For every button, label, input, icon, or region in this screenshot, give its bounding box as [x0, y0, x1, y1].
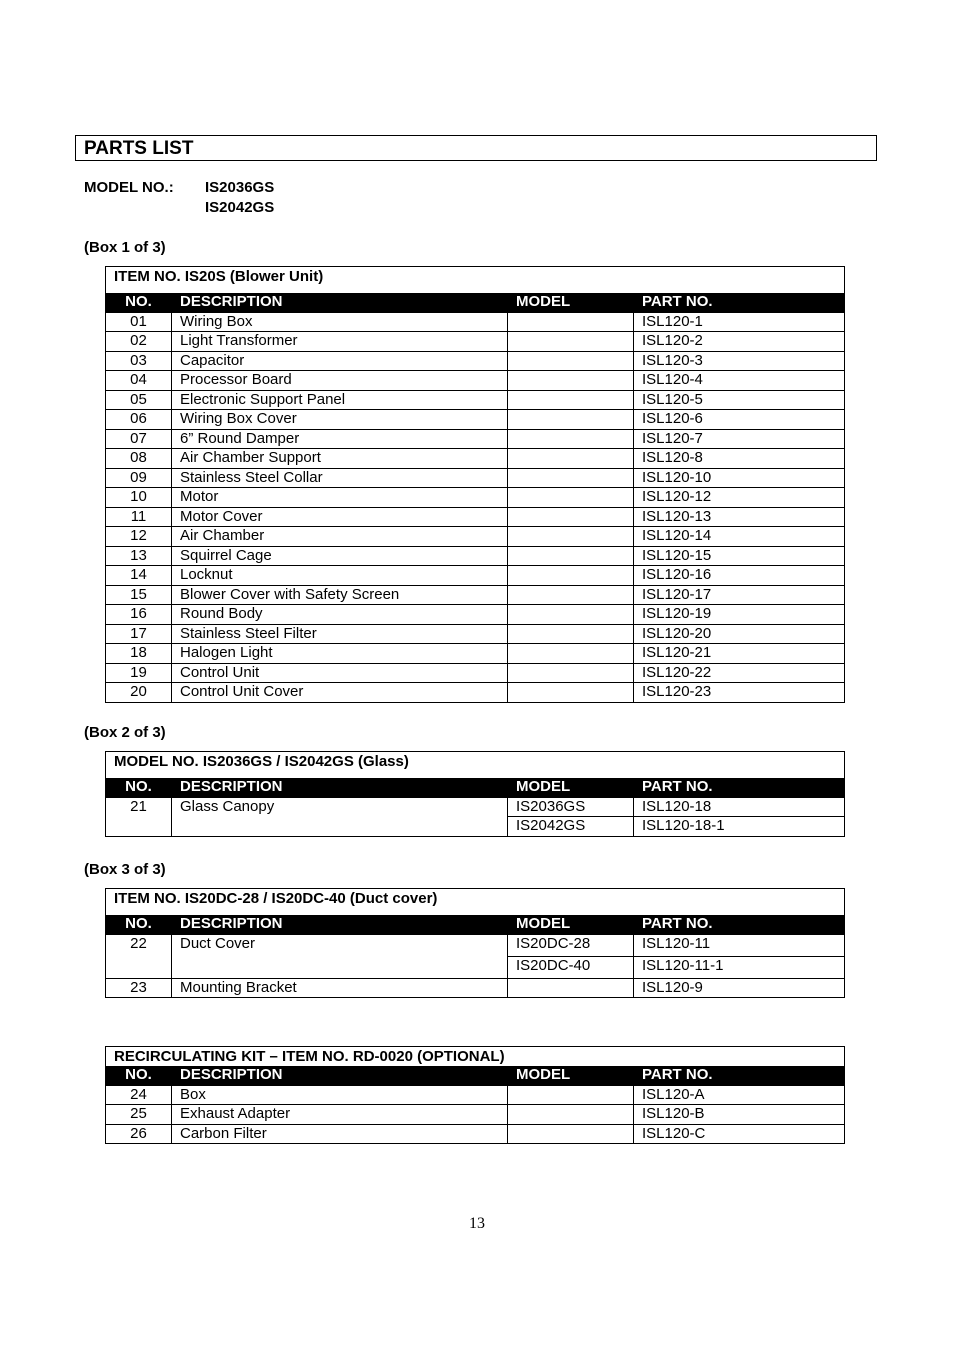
- column-header-model: MODEL: [508, 778, 634, 797]
- column-header-description: DESCRIPTION: [172, 915, 508, 934]
- cell-description: Carbon Filter: [172, 1124, 508, 1144]
- cell-part-no: ISL120-10: [634, 468, 845, 488]
- cell-description: Glass Canopy: [172, 797, 508, 836]
- cell-description: 6” Round Damper: [172, 429, 508, 449]
- cell-part-no: ISL120-19: [634, 605, 845, 625]
- cell-no: 22: [106, 934, 172, 978]
- cell-description: Control Unit Cover: [172, 683, 508, 703]
- cell-part-no: ISL120-1: [634, 312, 845, 332]
- cell-no: 04: [106, 371, 172, 391]
- cell-part-no: ISL120-2: [634, 332, 845, 352]
- table-caption: ITEM NO. IS20DC-28 / IS20DC-40 (Duct cover): [106, 889, 845, 916]
- cell-model: [508, 978, 634, 998]
- cell-part-no: ISL120-3: [634, 351, 845, 371]
- page-number: 13: [469, 1215, 485, 1232]
- cell-no: 20: [106, 683, 172, 703]
- table-row: [106, 663, 845, 683]
- cell-model: [508, 332, 634, 352]
- table-row: [106, 390, 845, 410]
- cell-description: Control Unit: [172, 663, 508, 683]
- cell-no: 12: [106, 527, 172, 547]
- page-title: PARTS LIST: [84, 138, 194, 159]
- cell-part-no: ISL120-17: [634, 585, 845, 605]
- cell-model: [508, 1105, 634, 1125]
- cell-no: 09: [106, 468, 172, 488]
- cell-description: Motor: [172, 488, 508, 508]
- cell-model: [508, 683, 634, 703]
- cell-no: 14: [106, 566, 172, 586]
- cell-description: Squirrel Cage: [172, 546, 508, 566]
- cell-description: Mounting Bracket: [172, 978, 508, 998]
- cell-description: Light Transformer: [172, 332, 508, 352]
- table-row: [106, 312, 845, 332]
- cell-description: Wiring Box Cover: [172, 410, 508, 430]
- cell-no: 19: [106, 663, 172, 683]
- column-header-description: DESCRIPTION: [172, 293, 508, 312]
- cell-part-no: ISL120-13: [634, 507, 845, 527]
- box-3-parts-table: [105, 888, 845, 998]
- cell-model: [508, 566, 634, 586]
- cell-part-no: ISL120-18-1: [634, 817, 845, 837]
- column-header-part-no: PART NO.: [634, 1066, 845, 1085]
- cell-model: IS2042GS: [508, 817, 634, 837]
- cell-part-no: ISL120-15: [634, 546, 845, 566]
- cell-model: IS2036GS: [508, 797, 634, 817]
- column-header-part-no: PART NO.: [634, 915, 845, 934]
- table-row: [106, 605, 845, 625]
- cell-part-no: ISL120-9: [634, 978, 845, 998]
- cell-no: 05: [106, 390, 172, 410]
- table-row: [106, 371, 845, 391]
- cell-part-no: ISL120-21: [634, 644, 845, 664]
- cell-model: [508, 312, 634, 332]
- cell-model: [508, 507, 634, 527]
- cell-part-no: ISL120-11: [634, 934, 845, 956]
- cell-description: Blower Cover with Safety Screen: [172, 585, 508, 605]
- cell-no: 26: [106, 1124, 172, 1144]
- model-number-label: MODEL NO.:: [84, 179, 174, 196]
- table-row: [106, 644, 845, 664]
- column-header-no: NO.: [106, 778, 172, 797]
- cell-no: 21: [106, 797, 172, 836]
- column-header-part-no: PART NO.: [634, 293, 845, 312]
- box-1-parts-table: [105, 266, 845, 703]
- cell-description: Stainless Steel Collar: [172, 468, 508, 488]
- cell-model: [508, 429, 634, 449]
- cell-no: 23: [106, 978, 172, 998]
- cell-no: 08: [106, 449, 172, 469]
- cell-no: 13: [106, 546, 172, 566]
- cell-description: Exhaust Adapter: [172, 1105, 508, 1125]
- cell-part-no: ISL120-23: [634, 683, 845, 703]
- cell-part-no: ISL120-A: [634, 1085, 845, 1105]
- column-header-model: MODEL: [508, 915, 634, 934]
- table-row: [106, 683, 845, 703]
- cell-no: 02: [106, 332, 172, 352]
- table-row: [106, 488, 845, 508]
- table-row: [106, 410, 845, 430]
- cell-no: 17: [106, 624, 172, 644]
- table-row: [106, 978, 845, 998]
- table-row: [106, 624, 845, 644]
- cell-part-no: ISL120-22: [634, 663, 845, 683]
- cell-part-no: ISL120-C: [634, 1124, 845, 1144]
- box-1-label: (Box 1 of 3): [84, 239, 166, 256]
- cell-part-no: ISL120-11-1: [634, 956, 845, 978]
- cell-part-no: ISL120-18: [634, 797, 845, 817]
- cell-part-no: ISL120-14: [634, 527, 845, 547]
- table-row: [106, 429, 845, 449]
- cell-model: [508, 527, 634, 547]
- cell-part-no: ISL120-12: [634, 488, 845, 508]
- cell-model: [508, 371, 634, 391]
- cell-part-no: ISL120-B: [634, 1105, 845, 1125]
- column-header-description: DESCRIPTION: [172, 1066, 508, 1085]
- cell-no: 11: [106, 507, 172, 527]
- column-header-model: MODEL: [508, 1066, 634, 1085]
- model-number-value-2: IS2042GS: [205, 199, 275, 216]
- table-row: [106, 797, 845, 817]
- column-header-part-no: PART NO.: [634, 778, 845, 797]
- column-header-model: MODEL: [508, 293, 634, 312]
- cell-part-no: ISL120-8: [634, 449, 845, 469]
- cell-model: [508, 410, 634, 430]
- cell-model: [508, 449, 634, 469]
- cell-model: [508, 585, 634, 605]
- cell-model: [508, 663, 634, 683]
- cell-model: IS20DC-28: [508, 934, 634, 956]
- table-caption: ITEM NO. IS20S (Blower Unit): [106, 267, 845, 294]
- parts-list-title-box: [75, 135, 877, 161]
- cell-part-no: ISL120-16: [634, 566, 845, 586]
- cell-model: [508, 390, 634, 410]
- table-row: [106, 566, 845, 586]
- column-header-description: DESCRIPTION: [172, 778, 508, 797]
- cell-description: Duct Cover: [172, 934, 508, 978]
- column-header-no: NO.: [106, 915, 172, 934]
- cell-no: 15: [106, 585, 172, 605]
- table-row: [106, 507, 845, 527]
- table-row: [106, 546, 845, 566]
- cell-description: Electronic Support Panel: [172, 390, 508, 410]
- table-row: [106, 332, 845, 352]
- cell-part-no: ISL120-4: [634, 371, 845, 391]
- column-header-no: NO.: [106, 1066, 172, 1085]
- cell-model: [508, 1085, 634, 1105]
- table-row: [106, 585, 845, 605]
- recirculating-kit-table: [105, 1046, 845, 1144]
- cell-model: IS20DC-40: [508, 956, 634, 978]
- cell-model: [508, 351, 634, 371]
- cell-description: Box: [172, 1085, 508, 1105]
- cell-model: [508, 624, 634, 644]
- cell-no: 18: [106, 644, 172, 664]
- cell-no: 24: [106, 1085, 172, 1105]
- table-row: [106, 351, 845, 371]
- cell-model: [508, 488, 634, 508]
- cell-description: Halogen Light: [172, 644, 508, 664]
- cell-model: [508, 546, 634, 566]
- cell-model: [508, 644, 634, 664]
- table-row: [106, 1124, 845, 1144]
- table-row: [106, 1085, 845, 1105]
- cell-description: Air Chamber: [172, 527, 508, 547]
- cell-part-no: ISL120-6: [634, 410, 845, 430]
- table-row: [106, 449, 845, 469]
- box-2-parts-table: [105, 751, 845, 837]
- cell-description: Motor Cover: [172, 507, 508, 527]
- cell-no: 07: [106, 429, 172, 449]
- cell-no: 10: [106, 488, 172, 508]
- cell-description: Round Body: [172, 605, 508, 625]
- cell-no: 01: [106, 312, 172, 332]
- cell-no: 25: [106, 1105, 172, 1125]
- box-3-label: (Box 3 of 3): [84, 861, 166, 878]
- cell-description: Air Chamber Support: [172, 449, 508, 469]
- cell-description: Capacitor: [172, 351, 508, 371]
- cell-description: Locknut: [172, 566, 508, 586]
- table-caption: RECIRCULATING KIT – ITEM NO. RD-0020 (OPTIONAL): [106, 1047, 845, 1067]
- table-row: [106, 1105, 845, 1125]
- cell-description: Stainless Steel Filter: [172, 624, 508, 644]
- table-row: [106, 527, 845, 547]
- cell-part-no: ISL120-5: [634, 390, 845, 410]
- cell-model: [508, 605, 634, 625]
- cell-description: Processor Board: [172, 371, 508, 391]
- model-number-value-1: IS2036GS: [205, 179, 275, 196]
- box-2-label: (Box 2 of 3): [84, 724, 166, 741]
- table-row: [106, 468, 845, 488]
- cell-model: [508, 1124, 634, 1144]
- cell-part-no: ISL120-7: [634, 429, 845, 449]
- cell-part-no: ISL120-20: [634, 624, 845, 644]
- table-row: [106, 934, 845, 956]
- cell-no: 03: [106, 351, 172, 371]
- table-caption: MODEL NO. IS2036GS / IS2042GS (Glass): [106, 752, 845, 779]
- cell-no: 16: [106, 605, 172, 625]
- cell-model: [508, 468, 634, 488]
- column-header-no: NO.: [106, 293, 172, 312]
- cell-description: Wiring Box: [172, 312, 508, 332]
- cell-no: 06: [106, 410, 172, 430]
